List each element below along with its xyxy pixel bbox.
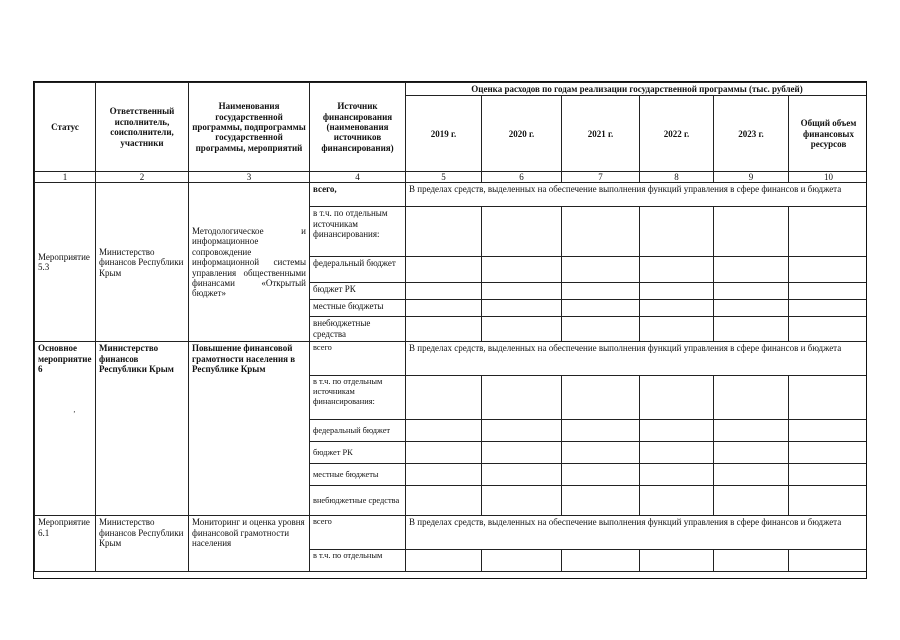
value-cell	[789, 550, 868, 572]
value-cell	[789, 317, 868, 342]
source-incl: в т.ч. по отдельным источникам финансирования:	[310, 376, 406, 420]
source-local: местные бюджеты	[310, 464, 406, 486]
funding-note: В пределах средств, выделенных на обеспечение выполнения функций управления в сфере финансов и бюджета	[406, 516, 868, 550]
col-number: 2	[96, 172, 189, 183]
value-cell	[789, 464, 868, 486]
value-cell	[789, 283, 868, 300]
value-cell	[562, 317, 640, 342]
value-cell	[714, 464, 789, 486]
row-status: Мероприятие 5.3	[35, 183, 96, 342]
row-executor: Министерство финансов Республики Крым	[96, 342, 189, 516]
source-rk: бюджет РК	[310, 283, 406, 300]
value-cell	[640, 300, 714, 317]
value-cell	[562, 442, 640, 464]
header-year-2020: 2020 г.	[482, 96, 562, 172]
value-cell	[562, 486, 640, 516]
value-cell	[562, 550, 640, 572]
value-cell	[406, 486, 482, 516]
value-cell	[406, 420, 482, 442]
value-cell	[482, 464, 562, 486]
value-cell	[640, 464, 714, 486]
value-cell	[406, 464, 482, 486]
col-number: 1	[35, 172, 96, 183]
header-executor: Ответственный исполнитель, соисполнители, участники	[96, 83, 189, 172]
source-incl: в т.ч. по отдельным	[310, 550, 406, 572]
value-cell	[482, 486, 562, 516]
value-cell	[714, 550, 789, 572]
value-cell	[482, 442, 562, 464]
value-cell	[406, 376, 482, 420]
col-number: 7	[562, 172, 640, 183]
value-cell	[714, 257, 789, 283]
expense-estimate-table	[34, 82, 867, 572]
value-cell	[789, 442, 868, 464]
row-executor: Министерство финансов Республики Крым	[96, 183, 189, 342]
value-cell	[406, 300, 482, 317]
row-status: Основное мероприятие 6	[35, 342, 96, 516]
header-year-2021: 2021 г.	[562, 96, 640, 172]
value-cell	[406, 550, 482, 572]
value-cell	[406, 207, 482, 257]
funding-note: В пределах средств, выделенных на обеспечение выполнения функций управления в сфере финансов и бюджета	[406, 342, 868, 376]
header-source: Источник финансирования (наименования источников финансирования)	[310, 83, 406, 172]
value-cell	[562, 376, 640, 420]
value-cell	[714, 442, 789, 464]
value-cell	[714, 376, 789, 420]
value-cell	[562, 257, 640, 283]
source-federal: федеральный бюджет	[310, 420, 406, 442]
value-cell	[562, 300, 640, 317]
funding-note: В пределах средств, выделенных на обеспечение выполнения функций управления в сфере финансов и бюджета	[406, 183, 868, 207]
value-cell	[714, 486, 789, 516]
col-number: 6	[482, 172, 562, 183]
header-total: Общий объем финансовых ресурсов	[789, 96, 868, 172]
value-cell	[482, 317, 562, 342]
value-cell	[789, 257, 868, 283]
value-cell	[562, 207, 640, 257]
col-number: 3	[189, 172, 310, 183]
value-cell	[789, 300, 868, 317]
value-cell	[406, 317, 482, 342]
value-cell	[714, 283, 789, 300]
value-cell	[714, 420, 789, 442]
col-number: 9	[714, 172, 789, 183]
value-cell	[406, 257, 482, 283]
value-cell	[482, 376, 562, 420]
source-incl: в т.ч. по отдельным источникам финансирования:	[310, 207, 406, 257]
col-number: 10	[789, 172, 868, 183]
value-cell	[640, 550, 714, 572]
budget-table-page	[33, 81, 867, 579]
value-cell	[714, 300, 789, 317]
source-rk: бюджет РК	[310, 442, 406, 464]
value-cell	[640, 442, 714, 464]
value-cell	[562, 283, 640, 300]
value-cell	[640, 486, 714, 516]
value-cell	[640, 420, 714, 442]
value-cell	[789, 207, 868, 257]
source-total: всего,	[310, 183, 406, 207]
value-cell	[482, 257, 562, 283]
col-number: 4	[310, 172, 406, 183]
header-year-2019: 2019 г.	[406, 96, 482, 172]
value-cell	[789, 486, 868, 516]
source-local: местные бюджеты	[310, 300, 406, 317]
value-cell	[482, 207, 562, 257]
row-activity-name: Мониторинг и оценка уровня финансовой грамотности населения	[189, 516, 310, 572]
row-activity-name: Методологическое и информационное сопровождение информационной системы управления общественными финансами «Открытый бюджет»	[189, 183, 310, 342]
header-estimate: Оценка расходов по годам реализации государственной программы (тыс. рублей)	[406, 83, 868, 96]
stray-mark: ‚	[73, 405, 76, 414]
header-year-2023: 2023 г.	[714, 96, 789, 172]
value-cell	[562, 420, 640, 442]
header-name: Наименования государственной программы, подпрограммы государственной программы, мероприятий	[189, 83, 310, 172]
value-cell	[482, 420, 562, 442]
value-cell	[789, 376, 868, 420]
value-cell	[640, 207, 714, 257]
source-total: всего	[310, 342, 406, 376]
source-federal: федеральный бюджет	[310, 257, 406, 283]
value-cell	[714, 317, 789, 342]
value-cell	[406, 283, 482, 300]
row-activity-name: Повышение финансовой грамотности населения в Республике Крым	[189, 342, 310, 516]
header-status: Статус	[35, 83, 96, 172]
source-offbudget: внебюджетные средства	[310, 486, 406, 516]
col-number: 5	[406, 172, 482, 183]
value-cell	[482, 300, 562, 317]
row-executor: Министерство финансов Республики Крым	[96, 516, 189, 572]
source-total: всего	[310, 516, 406, 550]
value-cell	[406, 442, 482, 464]
col-number: 8	[640, 172, 714, 183]
value-cell	[789, 420, 868, 442]
column-numbers-row	[35, 172, 868, 183]
value-cell	[482, 283, 562, 300]
header-year-2022: 2022 г.	[640, 96, 714, 172]
value-cell	[640, 376, 714, 420]
value-cell	[562, 464, 640, 486]
value-cell	[640, 283, 714, 300]
source-offbudget: внебюджетные средства	[310, 317, 406, 342]
row-status: Мероприятие 6.1	[35, 516, 96, 572]
value-cell	[640, 257, 714, 283]
value-cell	[482, 550, 562, 572]
value-cell	[714, 207, 789, 257]
value-cell	[640, 317, 714, 342]
